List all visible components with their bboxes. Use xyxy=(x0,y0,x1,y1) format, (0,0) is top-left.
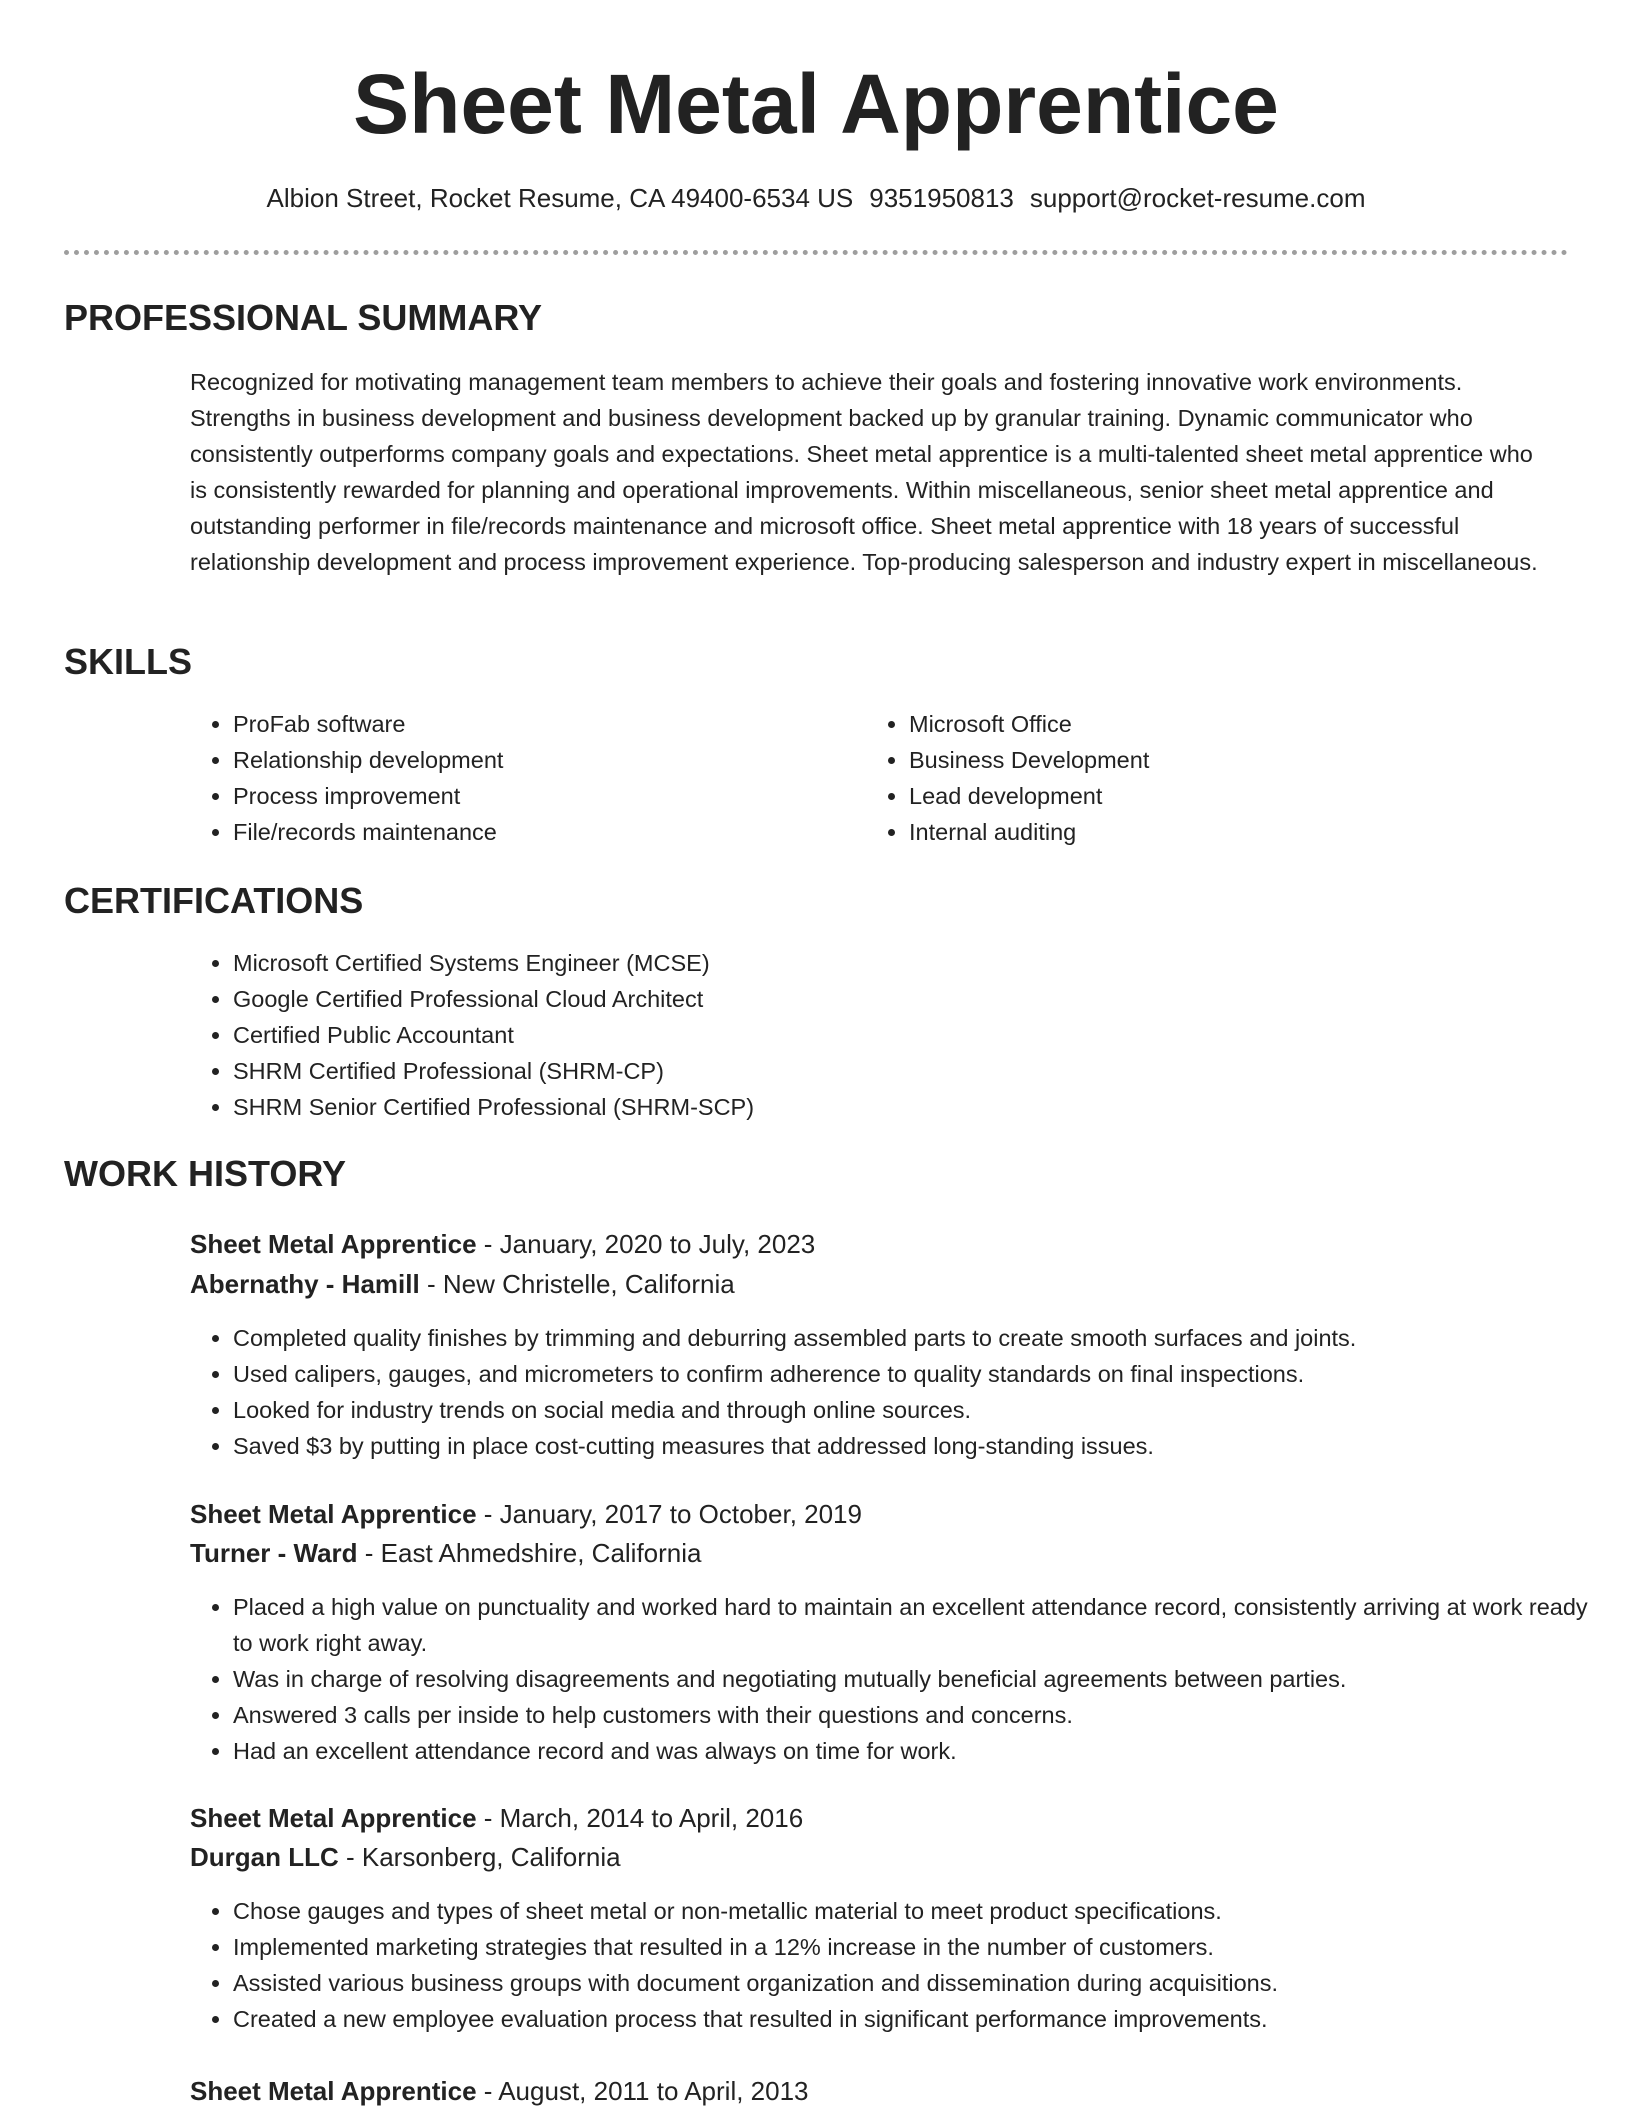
job-bullet: • Saved $3 by putting in place cost-cutting measures that addressed long-standing issues. xyxy=(233,1428,1603,1464)
job-company-line xyxy=(190,1839,621,1875)
job-separator: - xyxy=(476,1499,500,1529)
job-bullet: • Chose gauges and types of sheet metal or non-metallic material to meet product specifications. xyxy=(233,1893,1603,1929)
job-location: New Christelle, California xyxy=(442,1269,735,1299)
job-location: East Ahmedshire, California xyxy=(380,1538,702,1568)
certification-item: • SHRM Senior Certified Professional (SHRM-SCP) xyxy=(233,1089,1533,1125)
contact-email: support@rocket-resume.com xyxy=(1029,183,1366,213)
skill-item: • Business Development xyxy=(909,742,1509,778)
job-bullet: • Placed a high value on punctuality and worked hard to maintain an excellent attendance record, consistently arriving at work ready to work right away. xyxy=(233,1589,1603,1661)
job-company-line xyxy=(190,1266,735,1302)
skill-item: • Microsoft Office xyxy=(909,706,1509,742)
certifications-list xyxy=(190,945,1533,1125)
job-title-line xyxy=(190,2073,809,2109)
job-title-line xyxy=(190,1800,803,1836)
job-separator: - xyxy=(338,1842,362,1872)
skill-item: • Lead development xyxy=(909,778,1509,814)
job-bullet: • Used calipers, gauges, and micrometers to confirm adherence to quality standards on final inspections. xyxy=(233,1356,1603,1392)
job-bullet: • Completed quality finishes by trimming and deburring assembled parts to create smooth surfaces and joints. xyxy=(233,1320,1603,1356)
job-bullets xyxy=(190,1589,1603,1769)
job-company: Durgan LLC xyxy=(190,1842,339,1872)
job-title: Sheet Metal Apprentice xyxy=(190,2076,477,2106)
job-title: Sheet Metal Apprentice xyxy=(190,1803,477,1833)
job-dates: August, 2011 to April, 2013 xyxy=(498,2076,809,2106)
job-separator: - xyxy=(476,1229,500,1259)
skill-item: • ProFab software xyxy=(233,706,833,742)
header-divider xyxy=(64,250,1568,255)
certification-item: • SHRM Certified Professional (SHRM-CP) xyxy=(233,1053,1533,1089)
job-bullets xyxy=(190,1893,1603,2037)
job-bullet: • Created a new employee evaluation process that resulted in significant performance improvements. xyxy=(233,2001,1603,2037)
skill-item: • File/records maintenance xyxy=(233,814,833,850)
job-bullet: • Had an excellent attendance record and was always on time for work. xyxy=(233,1733,1603,1769)
certification-item: • Google Certified Professional Cloud Architect xyxy=(233,981,1533,1017)
section-title-summary: PROFESSIONAL SUMMARY xyxy=(64,297,543,338)
summary-text: Recognized for motivating management team members to achieve their goals and fostering innovative work environments. Strengths in business development and business development backed up by granular training. Dynamic communicator who consistently outperforms company goals and expectations. Sheet metal apprentice is a multi-talented sheet metal apprentice who is consistently rewarded for planning and operational improvements. Within miscellaneous, senior sheet metal apprentice and outstanding performer in file/records maintenance and microsoft office. Sheet metal apprentice with 18 years of successful relationship development and process improvement experience. Top-producing salesperson and industry expert in miscellaneous. xyxy=(190,369,1538,575)
resume-name: Sheet Metal Apprentice xyxy=(353,57,1279,151)
job-title: Sheet Metal Apprentice xyxy=(190,1229,477,1259)
section-title-certifications: CERTIFICATIONS xyxy=(64,880,364,921)
contact-address: Albion Street, Rocket Resume, CA 49400-6534 US xyxy=(266,183,854,213)
contact-phone: 9351950813 xyxy=(869,183,1014,213)
job-company-line xyxy=(190,1535,702,1571)
job-bullet: • Assisted various business groups with document organization and dissemination during acquisitions. xyxy=(233,1965,1603,2001)
job-title: Sheet Metal Apprentice xyxy=(190,1499,477,1529)
job-bullet: • Answered 3 calls per inside to help customers with their questions and concerns. xyxy=(233,1697,1603,1733)
certification-item: • Microsoft Certified Systems Engineer (MCSE) xyxy=(233,945,1533,981)
skill-item: • Relationship development xyxy=(233,742,833,778)
job-separator: - xyxy=(357,1538,381,1568)
job-separator: - xyxy=(476,1803,500,1833)
job-bullets xyxy=(190,1320,1603,1464)
contact-line xyxy=(0,180,1632,216)
job-location: Karsonberg, California xyxy=(361,1842,621,1872)
skills-list-left xyxy=(190,706,833,850)
job-title-line xyxy=(190,1496,862,1532)
skill-item: • Internal auditing xyxy=(909,814,1509,850)
job-dates: March, 2014 to April, 2016 xyxy=(499,1803,804,1833)
job-bullet: • Implemented marketing strategies that resulted in a 12% increase in the number of customers. xyxy=(233,1929,1603,1965)
certification-item: • Certified Public Accountant xyxy=(233,1017,1533,1053)
job-company: Abernathy - Hamill xyxy=(190,1269,420,1299)
job-dates: January, 2017 to October, 2019 xyxy=(499,1499,862,1529)
job-company: Turner - Ward xyxy=(190,1538,358,1568)
section-title-work-history: WORK HISTORY xyxy=(64,1153,347,1194)
skills-list-right xyxy=(866,706,1509,850)
job-dates: January, 2020 to July, 2023 xyxy=(499,1229,816,1259)
job-bullet: • Looked for industry trends on social media and through online sources. xyxy=(233,1392,1603,1428)
job-bullet: • Was in charge of resolving disagreements and negotiating mutually beneficial agreements between parties. xyxy=(233,1661,1603,1697)
section-title-skills: SKILLS xyxy=(64,641,193,682)
job-separator: - xyxy=(419,1269,443,1299)
skill-item: • Process improvement xyxy=(233,778,833,814)
job-title-line xyxy=(190,1226,815,1262)
job-separator: - xyxy=(476,2076,499,2106)
